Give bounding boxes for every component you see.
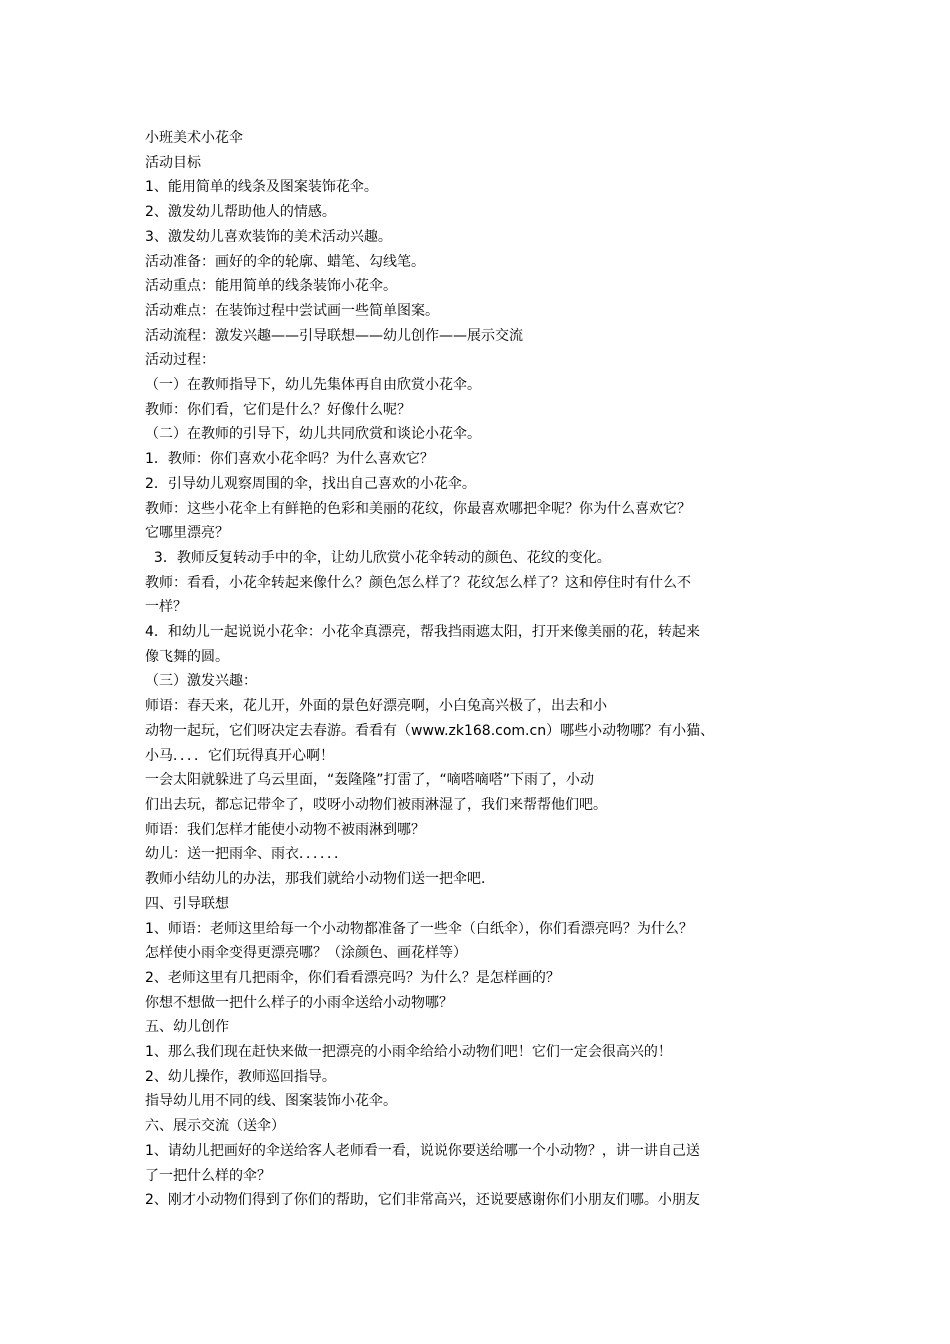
text-line: 动物一起玩，它们呀决定去春游。看看有（www.zk168.com.cn）哪些小动物哪？有小猫、 <box>145 722 715 739</box>
text-line: 1、师语：老师这里给每一个小动物都准备了一些伞（白纸伞），你们看漂亮吗？为什么？ <box>145 920 693 937</box>
section-heading: 六、展示交流（送伞） <box>145 1118 285 1135</box>
text-line: 2、幼儿操作，教师巡回指导。 <box>145 1068 336 1085</box>
text-line: 了一把什么样的伞？ <box>145 1167 271 1184</box>
text-line: 一会太阳就躲进了乌云里面，“轰隆隆”打雷了，“嘀嗒嘀嗒”下雨了，小动 <box>145 772 595 789</box>
text-line: 3．教师反复转动手中的伞，让幼儿欣赏小花伞转动的颜色、花纹的变化。 <box>145 549 611 566</box>
text-line: 2、刚才小动物们得到了你们的帮助，它们非常高兴，还说要感谢你们小朋友们哪。小朋友 <box>145 1192 700 1209</box>
text-line: 1、请幼儿把画好的伞送给客人老师看一看，说说你要送给哪一个小动物？，讲一讲自己送 <box>145 1142 700 1159</box>
text-line: 1、能用简单的线条及图案装饰花伞。 <box>145 179 378 196</box>
text-line: 你想不想做一把什么样子的小雨伞送给小动物哪？ <box>145 994 453 1011</box>
text-line: 2、激发幼儿帮助他人的情感。 <box>145 204 336 221</box>
text-line: 一样？ <box>145 599 187 616</box>
text-line: 1、那么我们现在赶快来做一把漂亮的小雨伞给给小动物们吧！它们一定会很高兴的！ <box>145 1044 672 1061</box>
text-line: 指导幼儿用不同的线、图案装饰小花伞。 <box>145 1093 397 1110</box>
text-line: 教师：看看，小花伞转起来像什么？颜色怎么样了？花纹怎么样了？这和停住时有什么不 <box>145 574 691 591</box>
text-line: 师语：春天来，花儿开，外面的景色好漂亮啊，小白兔高兴极了，出去和小 <box>145 698 607 715</box>
text-line: 2．引导幼儿观察周围的伞，找出自己喜欢的小花伞。 <box>145 475 476 492</box>
text-line: 小马．．．．它们玩得真开心啊！ <box>145 747 334 764</box>
text-line: 活动难点：在装饰过程中尝试画一些简单图案。 <box>145 302 439 319</box>
text-line: （三）激发兴趣： <box>145 673 257 690</box>
text-line: 师语：我们怎样才能使小动物不被雨淋到哪？ <box>145 821 425 838</box>
section-heading: 五、幼儿创作 <box>145 1019 229 1036</box>
text-line: 幼儿：送一把雨伞、雨衣．．．．．． <box>145 846 348 863</box>
text-line: 它哪里漂亮？ <box>145 525 229 542</box>
text-line: 活动流程：激发兴趣——引导联想——幼儿创作——展示交流 <box>145 327 523 344</box>
section-heading: 活动过程： <box>145 352 215 369</box>
text-line: 1．教师：你们喜欢小花伞吗？为什么喜欢它？ <box>145 451 434 468</box>
document-title: 小班美术小花伞 <box>145 130 243 146</box>
text-line: 3、激发幼儿喜欢装饰的美术活动兴趣。 <box>145 228 392 245</box>
text-line: （一）在教师指导下，幼儿先集体再自由欣赏小花伞。 <box>145 377 481 394</box>
text-line: 教师小结幼儿的办法，那我们就给小动物们送一把伞吧． <box>145 871 495 888</box>
text-line: 活动准备：画好的伞的轮廓、蜡笔、勾线笔。 <box>145 253 425 270</box>
text-line: 像飞舞的圆。 <box>145 648 229 665</box>
section-heading: 活动目标 <box>145 154 201 171</box>
section-heading: 四、引导联想 <box>145 895 229 912</box>
document-body <box>145 126 815 1213</box>
text-line: 们出去玩，都忘记带伞了，哎呀小动物们被雨淋湿了，我们来帮帮他们吧。 <box>145 796 607 813</box>
text-line: 活动重点：能用简单的线条装饰小花伞。 <box>145 278 397 295</box>
text-line: 怎样使小雨伞变得更漂亮哪？（涂颜色、画花样等） <box>145 945 467 962</box>
text-line: 4．和幼儿一起说说小花伞：小花伞真漂亮，帮我挡雨遮太阳，打开来像美丽的花，转起来 <box>145 624 700 641</box>
text-line: 教师：这些小花伞上有鲜艳的色彩和美丽的花纹，你最喜欢哪把伞呢？你为什么喜欢它？ <box>145 500 691 517</box>
text-line: 2、老师这里有几把雨伞，你们看看漂亮吗？为什么？是怎样画的？ <box>145 969 560 986</box>
text-line: 教师：你们看，它们是什么？好像什么呢？ <box>145 401 411 418</box>
text-line: （二）在教师的引导下，幼儿共同欣赏和谈论小花伞。 <box>145 426 481 443</box>
